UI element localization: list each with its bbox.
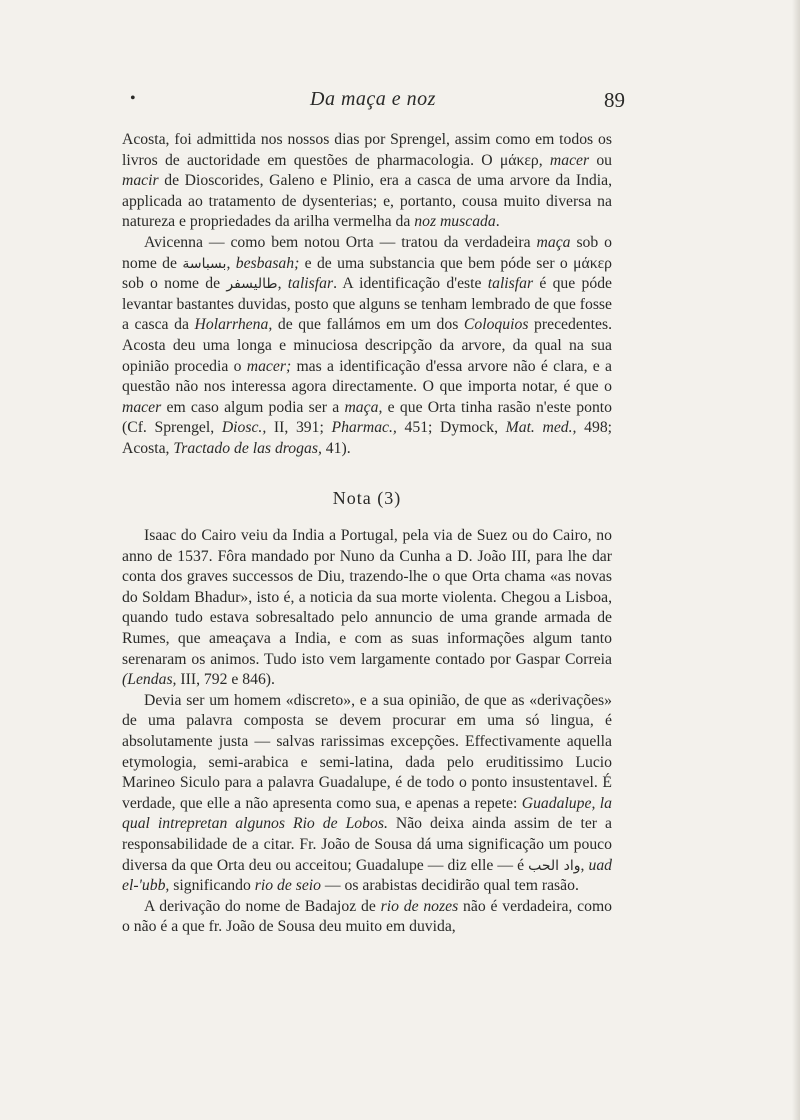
paragraph: Isaac do Cairo veiu da India a Portugal, pela via de Suez ou do Cairo, no anno de 1537. Fôra mandado por Nuno da Cunha a D. João III, para lhe dar conta dos graves successos de Diu, trazendo-lhe o que Orta chama «as novas do Soldam Bhadur», isto é, a noticia da sua morte violenta. Chegou a Lisboa, quando tudo estava sobresaltado pelo annuncio de uma grande armada de Rumes, que ameaçava a India, e com as suas informações algum tanto serenaram os animos. Tudo isto vem largamente contado por Gaspar Correia (Lendas, III, 792 e 846).	[122, 527, 612, 689]
running-header	[120, 88, 625, 116]
paragraph: Devia ser um homem «discreto», e a sua opinião, de que as «derivações» de uma palavra composta se devem procurar em uma só lingua, é absolutamente justa — salvas rarissimas excepções. Effectivamente aquella etymologia, semi-arabica e semi-latina, dada pelo eruditissimo Lucio Marineo Siculo para a palavra Guadalupe, é de todo o ponto insustentavel. É verdade, que elle a não apresenta como sua, e apenas a repete: Guadalupe, la qual intrepretan algunos Rio de Lobos. Não deixa ainda assim de ter a responsabilidade de a citar. Fr. João de Sousa dá uma significação um pouco diversa da que Orta deu ou acceitou; Guadalupe — diz elle — é واد الحب, uad el-'ubb, significando rio de seio — os arabistas decidirão qual tem rasão.	[122, 691, 613, 895]
paragraph: Acosta, foi admittida nos nossos dias por Sprengel, assim como em todos os livros de auctoridade em questões de pharmacologia. O μάκερ, macer ou macir de Dioscorides, Galeno e Plinio, era a casca de uma arvore da India, applicada ao tratamento de dysenterias; e, portanto, cousa muito diversa na natureza e propriedades da arilha vermelha da noz muscada.	[122, 131, 613, 231]
paragraph: Avicenna — como bem notou Orta — tratou da verdadeira maça sob o nome de بسباسة, besbasah; e de uma substancia que bem póde ser o μάκερ sob o nome de طاليسفر, talisfar. A identificação d'este talisfar é que póde levantar bastantes duvidas, posto que alguns se tenham lembrado de que fosse a casca da Holarrhena, de que fallámos em um dos Coloquios precedentes. Acosta deu uma longa e minuciosa descripção da arvore, da qual na sua opinião procedia o macer; mas a identificação d'essa arvore não é clara, e a questão não nos interessa agora directamente. O que importa notar, é que o macer em caso algum podia ser a maça, e que Orta tinha rasão n'este ponto (Cf. Sprengel, Diosc., II, 391; Pharmac., 451; Dymock, Mat. med., 498; Acosta, Tractado de las drogas, 41).	[122, 233, 613, 457]
page-edge	[792, 0, 800, 1120]
page-body	[122, 130, 612, 938]
running-title: Da maça e noz	[310, 88, 436, 110]
header-marker: •	[130, 90, 136, 107]
note-heading: Nota (3)	[332, 487, 402, 508]
paragraph: A derivação do nome de Badajoz de rio de nozes não é verdadeira, como o não é a que fr. João de Sousa deu muito em duvida,	[122, 897, 612, 936]
page-number: 89	[604, 88, 625, 112]
